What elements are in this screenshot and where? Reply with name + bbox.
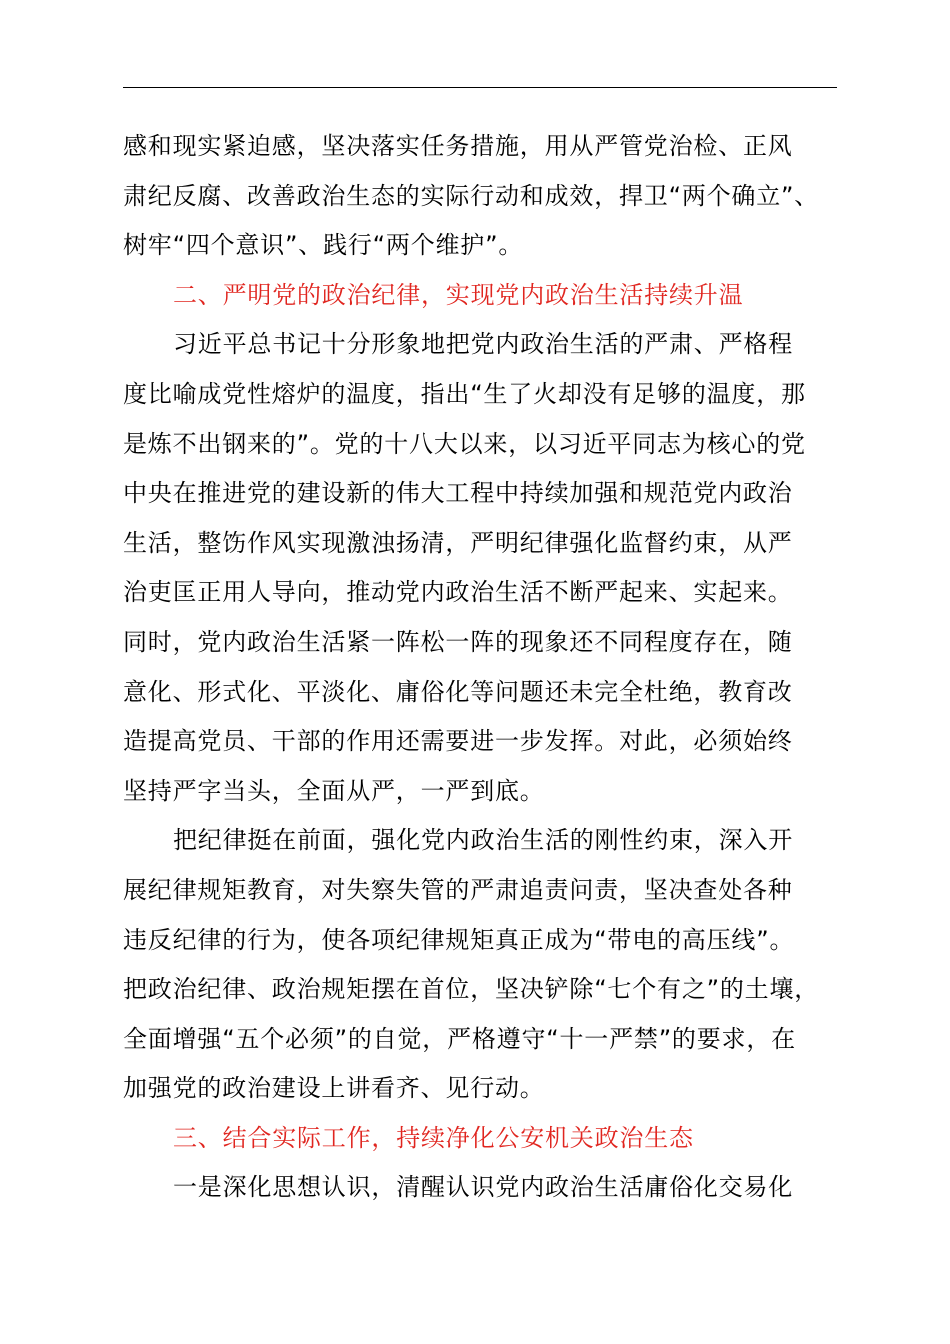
text-line: 意化、形式化、平淡化、庸俗化等问题还未完全杜绝，教育改 xyxy=(123,677,793,706)
header-rule xyxy=(123,87,837,88)
section-heading: 二、严明党的政治纪律，实现党内政治生活持续升温 xyxy=(173,280,744,309)
text-line: 把政治纪律、政治规矩摆在首位，坚决铲除“七个有之”的土壤， xyxy=(123,975,820,1004)
section-heading: 三、结合实际工作，持续净化公安机关政治生态 xyxy=(173,1123,694,1152)
document-body xyxy=(123,122,858,1213)
text-line: 把纪律挺在前面，强化党内政治生活的刚性约束，深入开 xyxy=(173,826,793,855)
text-line: 中央在推进党的建设新的伟大工程中持续加强和规范党内政治 xyxy=(123,479,793,508)
text-line: 生活，整饬作风实现激浊扬清，严明纪律强化监督约束，从严 xyxy=(123,528,793,557)
text-line: 树牢“四个意识”、践行“两个维护”。 xyxy=(123,231,524,260)
text-line: 同时，党内政治生活紧一阵松一阵的现象还不同程度存在，随 xyxy=(123,627,793,656)
text-line: 习近平总书记十分形象地把党内政治生活的严肃、严格程 xyxy=(173,330,793,359)
text-line: 加强党的政治建设上讲看齐、见行动。 xyxy=(123,1074,545,1103)
text-line: 治吏匡正用人导向，推动党内政治生活不断严起来、实起来。 xyxy=(123,578,793,607)
text-line: 违反纪律的行为，使各项纪律规矩真正成为“带电的高压线”。 xyxy=(123,925,795,954)
text-line: 度比喻成党性熔炉的温度，指出“生了火却没有足够的温度，那 xyxy=(123,379,806,408)
text-line: 一是深化思想认识，清醒认识党内政治生活庸俗化交易化 xyxy=(173,1173,793,1202)
text-line: 是炼不出钢来的”。党的十八大以来，以习近平同志为核心的党 xyxy=(123,429,806,458)
text-line: 全面增强“五个必须”的自觉，严格遵守“十一严禁”的要求，在 xyxy=(123,1024,796,1053)
text-line: 展纪律规矩教育，对失察失管的严肃追责问责，坚决查处各种 xyxy=(123,875,793,904)
text-line: 肃纪反腐、改善政治生态的实际行动和成效，捍卫“两个确立”、 xyxy=(123,181,820,210)
text-line: 造提高党员、干部的作用还需要进一步发挥。对此，必须始终 xyxy=(123,727,793,756)
text-line: 坚持严字当头，全面从严，一严到底。 xyxy=(123,776,545,805)
text-line: 感和现实紧迫感，坚决落实任务措施，用从严管党治检、正风 xyxy=(123,132,793,160)
